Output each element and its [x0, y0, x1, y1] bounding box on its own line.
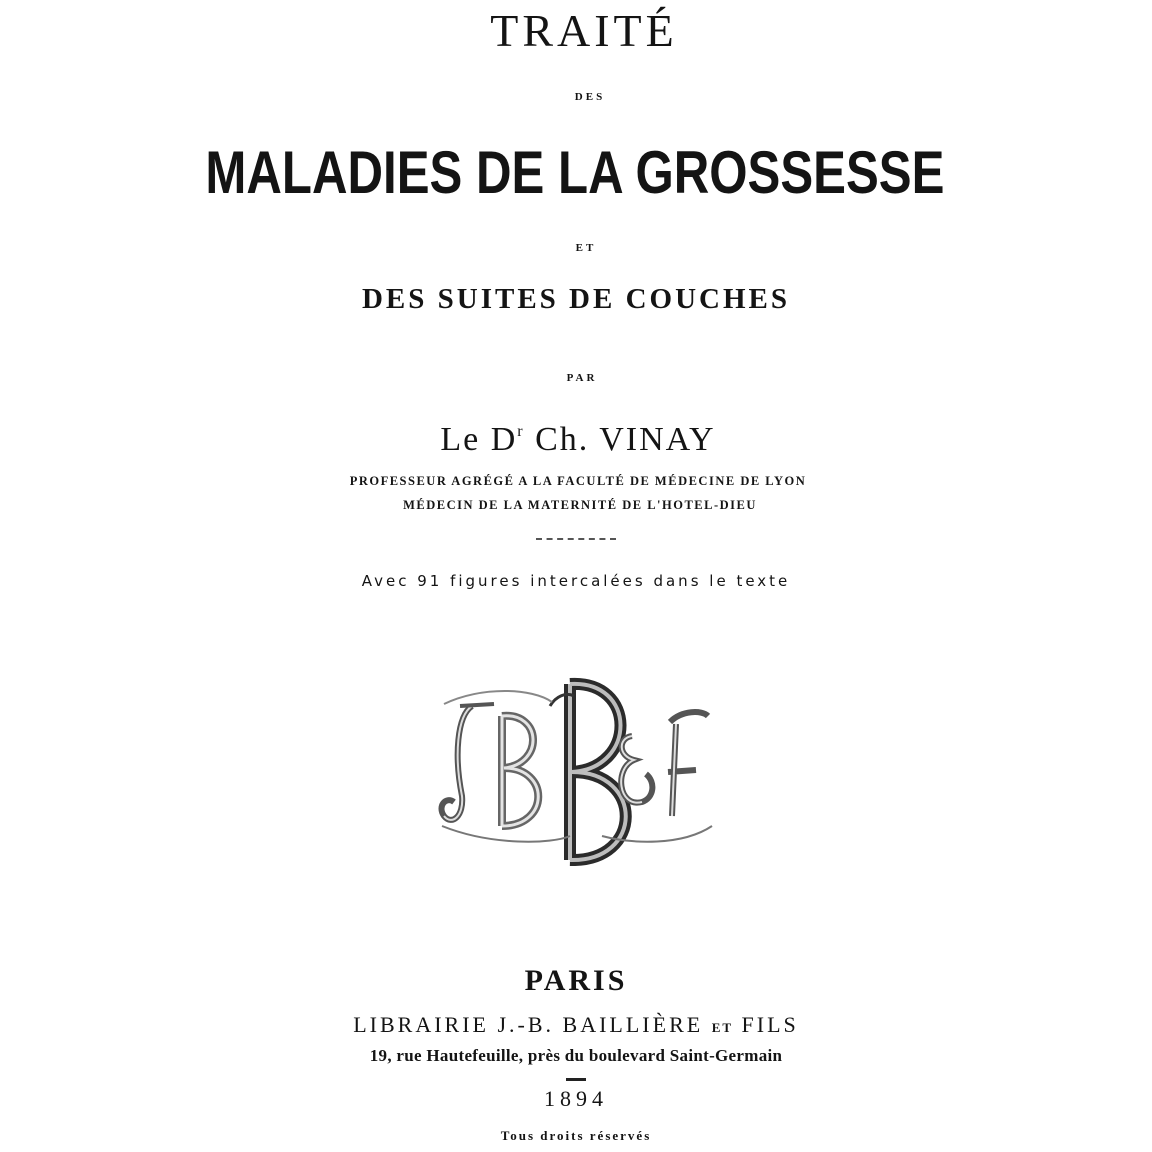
connector-et: ET: [575, 242, 597, 254]
publisher-name: [0, 1012, 1152, 1038]
publisher-monogram-logo: [432, 676, 714, 866]
connector-des: DES: [574, 91, 606, 103]
author-name: Ch. VINAY: [535, 421, 716, 458]
publisher-prefix: LIBRAIRIE J.-B. BAILLIÈRE: [353, 1012, 704, 1037]
year-divider: [566, 1078, 586, 1081]
book-subtitle: DES SUITES DE COUCHES: [361, 283, 791, 315]
publisher-suffix: FILS: [741, 1012, 799, 1037]
author-line: [2, 421, 1152, 459]
figures-note: Avec 91 figures intercalées dans le texte: [361, 572, 791, 590]
publisher-address: 19, rue Hautefeuille, près du boulevard Saint-Germain: [369, 1046, 783, 1065]
author-superscript: r: [517, 423, 525, 440]
publisher-et: ET: [711, 1020, 734, 1035]
imprint-city: PARIS: [524, 964, 628, 997]
ornamental-divider: [536, 538, 616, 542]
book-subject: MALADIES DE LA GROSSESSE: [205, 139, 945, 206]
author-prefix: Le D: [440, 421, 518, 458]
author-affiliation: PROFESSEUR AGRÉGÉ A LA FACULTÉ DE MÉDECINE DE LYON: [349, 474, 807, 488]
publication-year: 1894: [544, 1086, 608, 1111]
book-title: TRAITÉ: [490, 5, 678, 56]
rights-notice: Tous droits réservés: [500, 1128, 652, 1143]
author-affiliation: MÉDECIN DE LA MATERNITÉ DE L'HOTEL-DIEU: [403, 498, 757, 512]
connector-par: PAR: [566, 372, 598, 384]
